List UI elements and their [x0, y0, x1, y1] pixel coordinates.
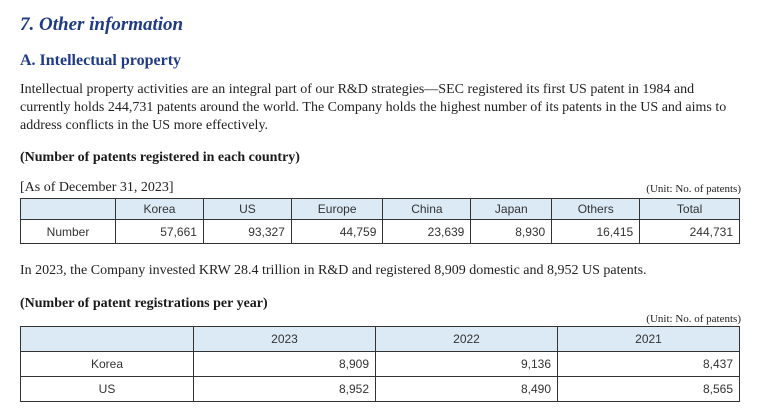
intro-paragraph: Intellectual property activities are an integral part of our R&D strategies—SEC registered its first US patent in 1984 and currently holds 244,731 patents around the world. The Company holds the highest number of its patents in the US and aims to address conflicts in the US more effectively. — [20, 82, 727, 133]
table1-cell-japan: 8,930 — [471, 220, 552, 244]
table1-header-us: US — [203, 199, 291, 220]
table1-header-empty — [21, 199, 116, 220]
table1-cell-us: 93,327 — [203, 220, 291, 244]
table1-cell-total: 244,731 — [640, 220, 740, 244]
table1-header-row — [21, 199, 740, 220]
section-title: 7. Other information — [20, 14, 184, 35]
table2-cell-us-2022: 8,490 — [376, 377, 558, 402]
as-of-date: [As of December 31, 2023] — [20, 180, 174, 195]
table2-cell-korea-2021: 8,437 — [558, 352, 740, 377]
table-row — [21, 352, 740, 377]
table2-header-2021: 2021 — [558, 327, 740, 352]
table-row — [21, 377, 740, 402]
table2-caption: (Number of patent registrations per year) — [20, 296, 268, 311]
table-row — [21, 220, 740, 244]
table2-header-empty — [21, 327, 194, 352]
table2-header-2022: 2022 — [376, 327, 558, 352]
table1-cell-china: 23,639 — [383, 220, 471, 244]
table1-row-label: Number — [21, 220, 116, 244]
table1-cell-korea: 57,661 — [116, 220, 204, 244]
table1-unit: (Unit: No. of patents) — [646, 183, 741, 195]
table2-cell-us-2021: 8,565 — [558, 377, 740, 402]
table1-caption: (Number of patents registered in each country) — [20, 150, 300, 165]
table2-cell-korea-2022: 9,136 — [376, 352, 558, 377]
table1-cell-europe: 44,759 — [291, 220, 382, 244]
table1-header-others: Others — [552, 199, 640, 220]
table1-header-japan: Japan — [471, 199, 552, 220]
table1-cell-others: 16,415 — [552, 220, 640, 244]
table2-row-label-korea: Korea — [21, 352, 194, 377]
table1-header-china: China — [383, 199, 471, 220]
table2-header-row — [21, 327, 740, 352]
table2-row-label-us: US — [21, 377, 194, 402]
table1-header-korea: Korea — [116, 199, 204, 220]
table2-header-2023: 2023 — [194, 327, 376, 352]
patents-per-year-table — [20, 326, 740, 402]
table1-header-total: Total — [640, 199, 740, 220]
table1-header-europe: Europe — [291, 199, 382, 220]
table2-unit: (Unit: No. of patents) — [646, 313, 741, 325]
patents-by-country-table — [20, 198, 740, 244]
table2-cell-us-2023: 8,952 — [194, 377, 376, 402]
rd-investment-paragraph: In 2023, the Company invested KRW 28.4 trillion in R&D and registered 8,909 domestic and 8,952 US patents. — [20, 263, 647, 278]
subsection-title: A. Intellectual property — [20, 52, 182, 69]
table2-cell-korea-2023: 8,909 — [194, 352, 376, 377]
